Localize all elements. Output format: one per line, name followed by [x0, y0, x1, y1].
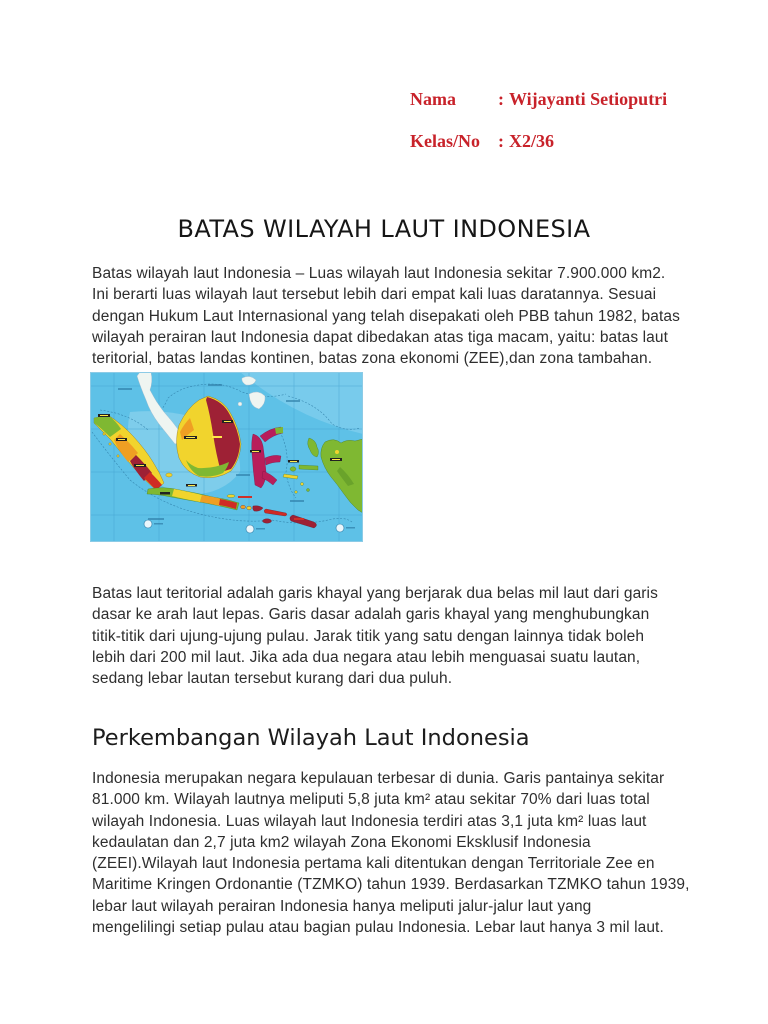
class-number-row	[410, 131, 667, 152]
name-label: Nama	[410, 89, 456, 109]
student-name-row	[410, 89, 667, 110]
name-value: Wijayanti Setioputri	[509, 89, 668, 109]
class-label: Kelas/No	[410, 131, 480, 151]
indonesia-map-figure	[90, 372, 363, 542]
paragraph-development: Indonesia merupakan negara kepulauan terbesar di dunia. Garis pantainya sekitar 81.000 km. Wilayah lautnya meliputi 5,8 juta km² atau sekitar 70% dari luas total wilayah Indonesia. Luas wilayah laut Indonesia terdiri atas 3,1 juta km² luas laut kedaulatan dan 2,7 juta km2 wilayah Zona Ekonomi Eksklusif Indonesia (ZEEI).Wilayah laut Indonesia pertama kali ditentukan dengan Territoriale Zee en Maritime Kringen Ordonantie (TZMKO) tahun 1939. Berdasarkan TZMKO tahun 1939, lebar laut wilayah perairan Indonesia hanya meliputi jalur-jalur laut yang mengelilingi setiap pulau atau bagian pulau Indonesia. Lebar laut hanya 3 mil laut.	[92, 770, 690, 937]
class-value: X2/36	[509, 131, 554, 151]
indonesia-map	[90, 372, 363, 542]
paragraph-intro: Batas wilayah laut Indonesia – Luas wilayah laut Indonesia sekitar 7.900.000 km2. Ini berarti luas wilayah laut tersebut lebih dari empat kali luas daratannya. Sesuai dengan Hukum Laut Internasional yang telah disepakati oleh PBB tahun 1982, batas wilayah perairan laut Indonesia dapat dibedakan atas tiga macam, yaitu: batas laut teritorial, batas landas kontinen, batas zona ekonomi (ZEE),dan zona tambahan.	[92, 265, 680, 368]
document-title: BATAS WILAYAH LAUT INDONESIA	[177, 215, 591, 243]
name-separator: :	[498, 89, 504, 109]
student-info-block	[410, 89, 667, 173]
section-heading: Perkembangan Wilayah Laut Indonesia	[92, 725, 530, 751]
class-separator: :	[498, 131, 504, 151]
paragraph-territorial: Batas laut teritorial adalah garis khayal yang berjarak dua belas mil laut dari garis dasar ke arah laut lepas. Garis dasar adalah garis khayal yang menghubungkan titik-titik dari ujung-ujung pulau. Jarak titik yang satu dengan lainnya tidak boleh lebih dari 200 mil laut. Jika ada dua negara atau lebih menguasai suatu lautan, sedang lebar lautan tersebut kurang dari dua puluh.	[92, 585, 658, 688]
